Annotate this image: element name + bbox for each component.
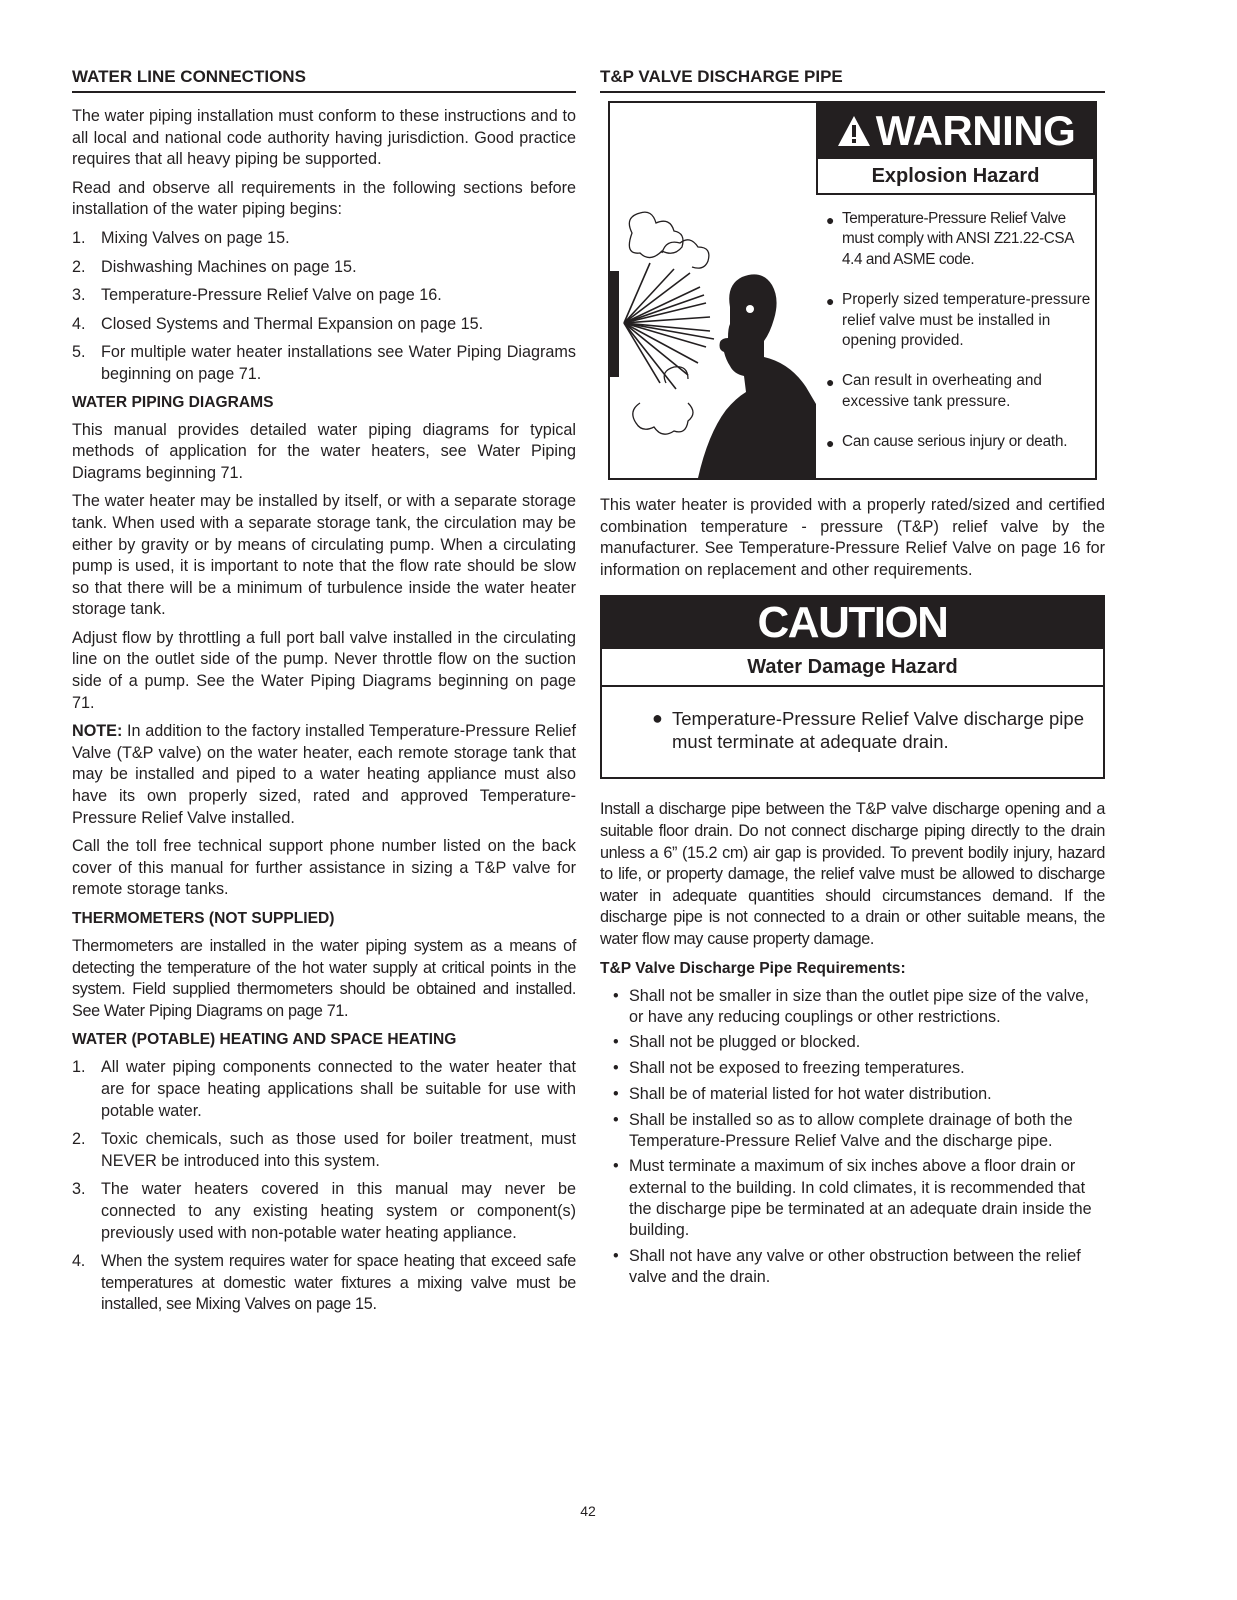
potable-heating-heading: WATER (POTABLE) HEATING AND SPACE HEATING: [72, 1031, 457, 1049]
list-item: • Shall not be smaller in size than the outlet pipe size of the valve, or have any reducing couplings or other restrictions.: [613, 986, 1089, 1026]
warning-triangle-icon: [836, 114, 872, 148]
page-number: 42: [580, 1503, 596, 1519]
list-item: 1. All water piping components connected to the water heater that are for space heating applications shall be suitable for use with potable water.: [72, 1058, 576, 1120]
list-item: ● Temperature-Pressure Relief Valve discharge pipe must terminate at adequate drain.: [652, 708, 1084, 753]
list-item: 4. When the system requires water for space heating that exceed safe temperatures at domestic water fixtures a mixing valve must be installed, see Mixing Valves on page 15.: [72, 1252, 576, 1314]
provided-paragraph: This water heater is provided with a properly rated/sized and certified combination temperature - pressure (T&P) relief valve by the manufacturer. See Temperature-Pressure Relief Valve on page 16 for information on replacement and other requirements.: [600, 496, 1105, 579]
bullet-icon: ●: [826, 374, 835, 391]
list-item: 1. Mixing Valves on page 15.: [72, 228, 290, 247]
warning-box: [608, 101, 1097, 480]
read-observe-paragraph: Read and observe all requirements in the following sections before installation of the water piping begins:: [72, 178, 576, 219]
requirements-list: [72, 228, 576, 386]
bullet-icon: ●: [826, 212, 835, 228]
list-item: • Must terminate a maximum of six inches above a floor drain or external to the building. In cold climates, it is recommended that the discharge pipe be terminated at an adequate drain inside the building.: [613, 1157, 1092, 1240]
water-piping-diagrams-heading: WATER PIPING DIAGRAMS: [72, 393, 274, 411]
left-column: [72, 66, 576, 1323]
list-item: 2. Toxic chemicals, such as those used for boiler treatment, must NEVER be introduced into this system.: [72, 1130, 576, 1170]
warning-panel: [816, 103, 1095, 478]
bullet-icon: ●: [826, 293, 835, 310]
list-item: ● Can cause serious injury or death.: [822, 432, 1095, 452]
note-paragraph: NOTE: In addition to the factory installed Temperature-Pressure Relief Valve (T&P valve) on the water heater, each remote storage tank that may be installed and piped to a water heating appliance must also have its own properly sized, rated and approved Temperature-Pressure Relief Valve installed.: [72, 722, 576, 827]
diagrams-paragraph-1: This manual provides detailed water piping diagrams for typical methods of application for the water heaters, see Water Piping Diagrams beginning 71.: [72, 420, 576, 482]
bullet-icon: ●: [826, 435, 835, 452]
list-item: • Shall not have any valve or other obstruction between the relief valve and the drain.: [613, 1246, 1081, 1286]
tp-valve-discharge-heading: T&P VALVE DISCHARGE PIPE: [600, 66, 1105, 93]
list-item: • Shall not be exposed to freezing temperatures.: [613, 1059, 965, 1078]
right-column: [600, 66, 1105, 1293]
list-item: • Shall not be plugged or blocked.: [613, 1033, 861, 1052]
explosion-hazard-illustration: [610, 103, 816, 478]
tp-requirements-list: [600, 986, 1105, 1289]
potable-list: [72, 1057, 576, 1316]
water-damage-hazard-title: Water Damage Hazard: [602, 649, 1103, 687]
caution-banner: CAUTION: [602, 597, 1103, 649]
list-item: 2. Dishwashing Machines on page 15.: [72, 257, 357, 276]
list-item: 5. For multiple water heater installations see Water Piping Diagrams beginning on page 71.: [72, 343, 576, 383]
warning-label: WARNING: [875, 107, 1076, 154]
note-label: NOTE:: [72, 722, 123, 741]
call-paragraph: Call the toll free technical support phone number listed on the back cover of this manual for further assistance in sizing a T&P valve for remote storage tanks.: [72, 837, 576, 899]
install-paragraph: Install a discharge pipe between the T&P valve discharge opening and a suitable floor drain. Do not connect discharge piping directly to the drain unless a 6” (15.2 cm) air gap is provided. To prevent bodily injury, hazard to life, or property damage, the relief valve must be allowed to discharge water in adequate quantities should circumstances demand. If the discharge pipe is not connected to a drain or other suitable means, the water flow may cause property damage.: [600, 800, 1105, 948]
caution-list: [602, 687, 1103, 777]
list-item: • Shall be of material listed for hot water distribution.: [613, 1084, 992, 1103]
list-item: ● Temperature-Pressure Relief Valve must comply with ANSI Z21.22-CSA 4.4 and ASME code.: [826, 210, 1074, 268]
list-item: ● Can result in overheating and excessive tank pressure.: [826, 372, 1042, 410]
thermometers-heading: THERMOMETERS (NOT SUPPLIED): [72, 910, 335, 927]
intro-paragraph: The water piping installation must conform to these instructions and to all local and national code authority having jurisdiction. Good practice requires that all heavy piping be supported.: [72, 107, 576, 169]
list-item: 3. Temperature-Pressure Relief Valve on page 16.: [72, 286, 442, 305]
bullet-icon: ●: [652, 708, 663, 729]
diagrams-paragraph-3: Adjust flow by throttling a full port ball valve installed in the circulating line on the outlet side of the pump. Never throttle flow on the suction side of a pump. See the Water Piping Diagrams beginning on page 71.: [72, 628, 576, 712]
caution-box: [600, 595, 1105, 779]
list-item: 3. The water heaters covered in this manual may never be connected to any existing heating system or component(s) previously used with non-potable water heating appliance.: [72, 1180, 576, 1242]
list-item: 4. Closed Systems and Thermal Expansion on page 15.: [72, 314, 484, 333]
list-item: • Shall be installed so as to allow complete drainage of both the Temperature-Pressure Relief Valve and the discharge pipe.: [613, 1110, 1073, 1150]
water-line-connections-heading: WATER LINE CONNECTIONS: [72, 66, 576, 93]
warning-list: [816, 195, 1095, 453]
thermometers-paragraph: Thermometers are installed in the water piping system as a means of detecting the temperature of the hot water supply at critical points in the system. Field supplied thermometers should be obtained and installed. See Water Piping Diagrams on page 71.: [72, 937, 576, 1020]
diagrams-paragraph-2: The water heater may be installed by itself, or with a separate storage tank. When used with a separate storage tank, the circulation may be either by gravity or by means of circulating pump. When a circulating pump is used, it is important to note that the flow rate should be slow so that there will be a minimum of turbulence inside the water heater storage tank.: [72, 492, 576, 619]
explosion-hazard-title: Explosion Hazard: [816, 159, 1095, 195]
tp-requirements-heading: T&P Valve Discharge Pipe Requirements:: [600, 959, 906, 977]
warning-banner: [816, 103, 1095, 159]
list-item: ● Properly sized temperature-pressure relief valve must be installed in opening provided.: [826, 291, 1091, 350]
